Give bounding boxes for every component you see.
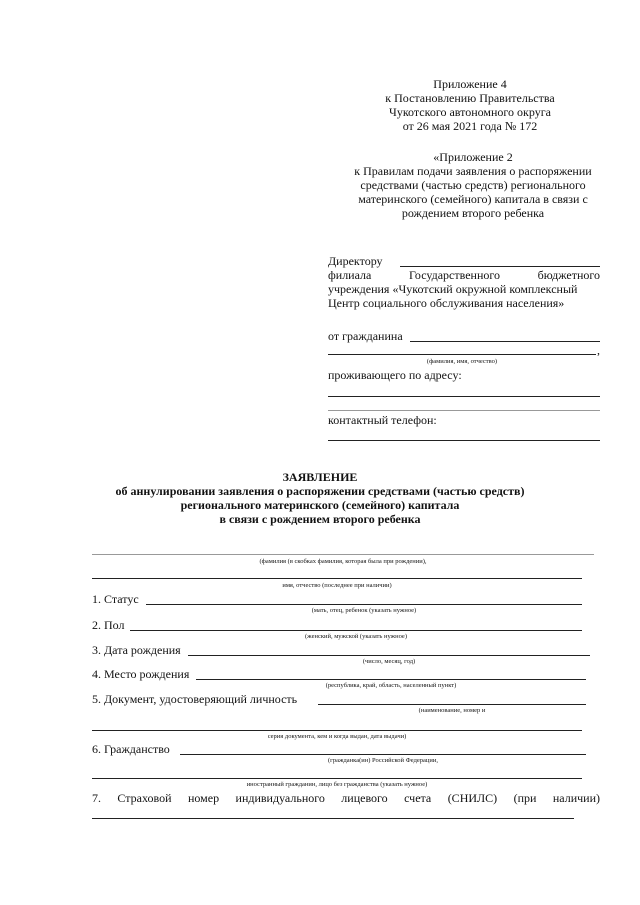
address-line-2[interactable] bbox=[328, 410, 600, 411]
dob-line[interactable] bbox=[188, 655, 590, 656]
doc-line-2[interactable] bbox=[92, 730, 582, 731]
doc-label: 5. Документ, удостоверяющий личность bbox=[92, 692, 298, 706]
citizenship-hint-2: иностранный гражданин, лицо без гражданства (указать нужное) bbox=[246, 781, 428, 788]
addressee-line2: учреждения «Чукотский окружной комплексный bbox=[328, 282, 578, 296]
from-citizen-line[interactable] bbox=[410, 341, 600, 342]
fio-line[interactable] bbox=[328, 354, 596, 355]
citizenship-hint: (гражданка(ин) Российской Федерации, bbox=[328, 757, 438, 764]
sex-label: 2. Пол bbox=[92, 618, 125, 632]
appendix4-block bbox=[370, 77, 570, 133]
title-line3: в связи с рождением второго ребенка bbox=[219, 512, 421, 526]
status-line[interactable] bbox=[146, 604, 582, 605]
appendix4-line1: Приложение 4 bbox=[433, 77, 507, 91]
snils-label: 7. Страховой номер индивидуального лицевого счета (СНИЛС) (при наличии) bbox=[92, 791, 600, 805]
dob-label: 3. Дата рождения bbox=[92, 643, 181, 657]
director-name-line[interactable] bbox=[400, 266, 600, 267]
citizenship-line-2[interactable] bbox=[92, 778, 582, 779]
pob-label: 4. Место рождения bbox=[92, 667, 190, 681]
name-line[interactable] bbox=[92, 578, 582, 579]
title-heading: ЗАЯВЛЕНИЕ bbox=[282, 470, 358, 484]
appendix4-line2: к Постановлению Правительства bbox=[385, 91, 555, 105]
appendix2-block bbox=[338, 150, 608, 220]
phone-label: контактный телефон: bbox=[328, 413, 437, 427]
sex-line[interactable] bbox=[130, 630, 582, 631]
name-hint: имя, отчество (последнее при наличии) bbox=[282, 582, 392, 589]
doc-line[interactable] bbox=[318, 704, 586, 705]
citizenship-label: 6. Гражданство bbox=[92, 742, 170, 756]
addressee-line3: Центр социального обслуживания населения» bbox=[328, 296, 565, 310]
pob-hint: (республика, край, область, населенный пункт) bbox=[325, 682, 457, 689]
doc-hint-2: серия документа, кем и когда выдан, дата выдачи) bbox=[267, 733, 407, 740]
title-line2: регионального материнского (семейного) капитала bbox=[180, 498, 460, 512]
appendix2-line5: рождением второго ребенка bbox=[401, 206, 545, 220]
status-hint: (мать, отец, ребенок (указать нужное) bbox=[311, 607, 417, 614]
surname-hint: (фамилия (в скобках фамилия, которая была при рождении), bbox=[259, 558, 427, 565]
doc-hint: (наименование, номер и bbox=[418, 707, 486, 714]
addressee-director: Директору bbox=[328, 254, 383, 268]
address-line-1[interactable] bbox=[328, 396, 600, 397]
appendix2-line3: средствами (частью средств) регионального bbox=[360, 178, 586, 192]
appendix4-line4: от 26 мая 2021 года № 172 bbox=[402, 119, 538, 133]
phone-line[interactable] bbox=[328, 440, 600, 441]
fio-hint: (фамилия, имя, отчество) bbox=[426, 358, 498, 365]
snils-line[interactable] bbox=[92, 818, 574, 819]
appendix2-line1: «Приложение 2 bbox=[433, 150, 513, 164]
title-block bbox=[0, 470, 640, 526]
sex-hint: (женский, мужской (указать нужное) bbox=[305, 633, 407, 640]
appendix2-line2: к Правилам подачи заявления о распоряжении bbox=[354, 164, 592, 178]
residing-label: проживающего по адресу: bbox=[328, 368, 462, 382]
appendix2-line4: материнского (семейного) капитала в связи с bbox=[358, 192, 588, 206]
pob-line[interactable] bbox=[196, 679, 586, 680]
appendix4-line3: Чукотского автономного округа bbox=[389, 105, 551, 119]
surname-line[interactable] bbox=[92, 554, 594, 555]
dob-hint: (число, месяц, год) bbox=[362, 658, 416, 665]
fio-comma: , bbox=[597, 343, 600, 357]
citizenship-line[interactable] bbox=[180, 754, 586, 755]
title-line1: об аннулировании заявления о распоряжении средствами (частью средств) bbox=[115, 484, 525, 498]
status-label: 1. Статус bbox=[92, 592, 139, 606]
from-citizen-label: от гражданина bbox=[328, 329, 403, 343]
addressee-line1: филиала Государственного бюджетного bbox=[328, 268, 600, 282]
